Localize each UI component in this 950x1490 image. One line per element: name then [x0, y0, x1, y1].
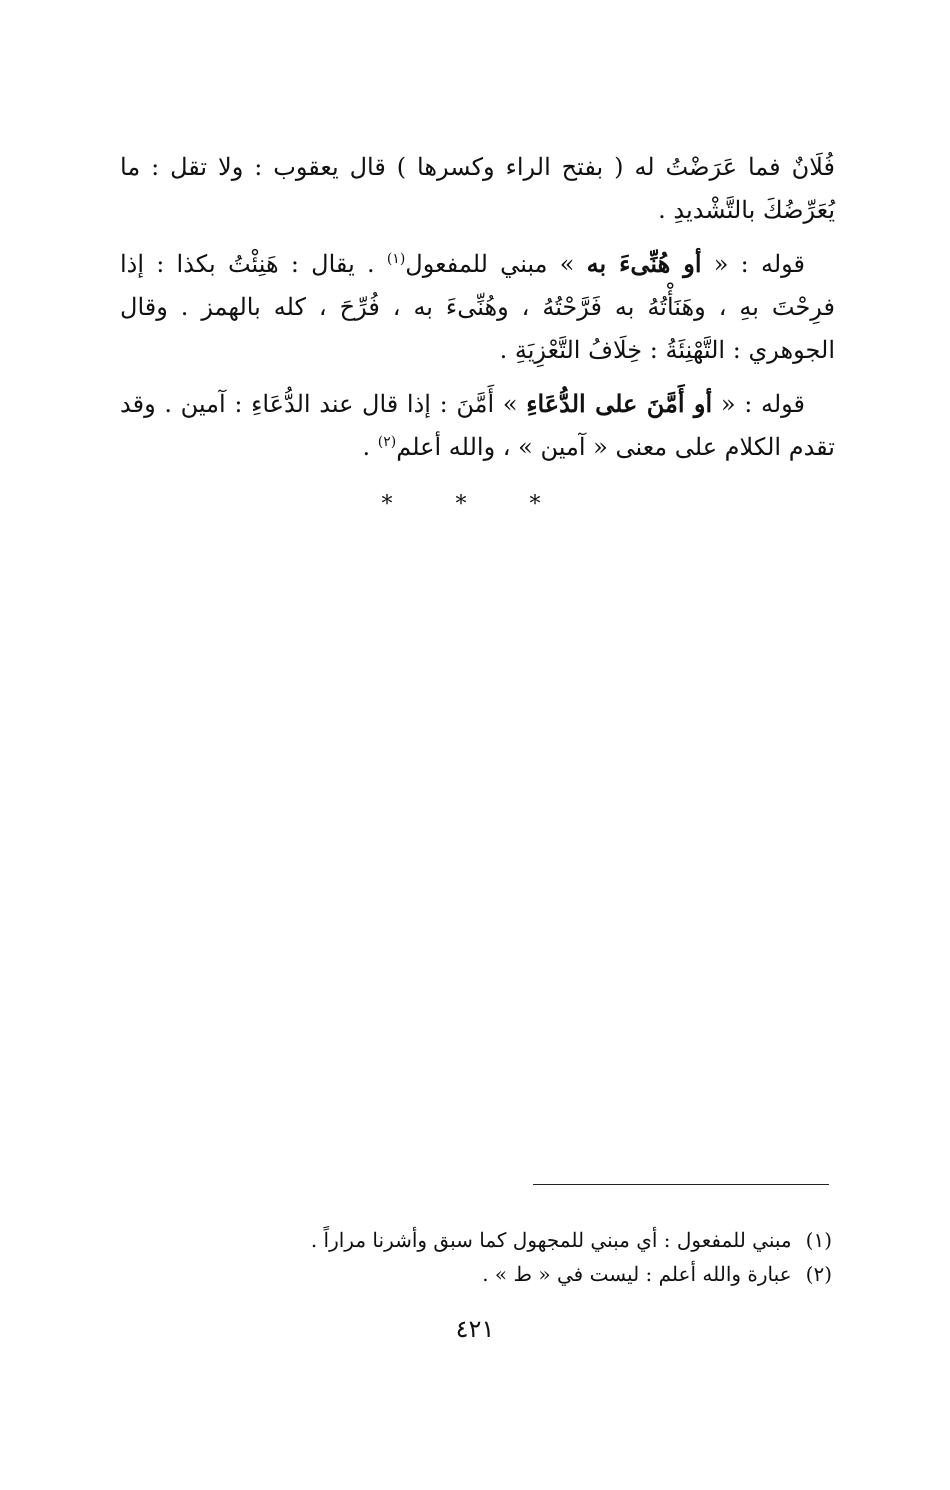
paragraph-3-lead: قوله : «	[712, 390, 805, 418]
footnote-ref-1[interactable]: (١)	[386, 251, 406, 267]
paragraph-1-text: فُلَانٌ فما عَرَضْتُ له ( بفتح الراء وكسرها ) قال يعقوب : ولا تقل : ما يُعَرِّضُكَ بالتَّشْديدِ .	[120, 153, 835, 224]
paragraph-2-lead: قوله : «	[701, 250, 806, 278]
page-number: ٤٢١	[455, 1315, 495, 1343]
paragraph-3-rest: » أَمَّنَ : إذا قال عند الدُّعَاءِ : آمين . وقد تقدم الكلام على معنى « آمين » ، والله أعلم	[120, 390, 835, 461]
paragraph-2-rest: . يقال : هَنِئْتُ بكذا : إذا فرِحْتَ بهِ ، وهَنَأْتُهُ به فَرَّحْتُهُ ، وهُنِّىءَ به ، فُرِّحَ ، كله بالهمز . وقال الجوهري : التَّهْنِئَةُ : خِلَافُ التَّعْزِيَةِ .	[120, 250, 835, 364]
paragraph-2	[120, 242, 835, 372]
footnote-text: مبني للمفعول : أي مبني للمجهول كما سبق وأشرنا مراراً .	[310, 1228, 792, 1252]
footnote-text: عبارة والله أعلم : ليست في « ط » .	[482, 1262, 792, 1286]
main-text	[120, 146, 835, 479]
paragraph-1	[120, 146, 835, 232]
footnote-number: (٢)	[805, 1262, 832, 1286]
footnote-item	[200, 1223, 832, 1257]
footnote-divider	[533, 1184, 829, 1185]
paragraph-3	[120, 382, 835, 469]
footnote-number: (١)	[805, 1228, 832, 1252]
paragraph-3-term: أو أَمَّنَ على الدُّعَاءِ	[526, 389, 713, 418]
footnote-ref-2[interactable]: (٢)	[377, 434, 397, 450]
footnote-item	[200, 1257, 832, 1291]
paragraph-2-term: أو هُنِّىءَ به	[586, 249, 702, 278]
paragraph-2-mid: » مبني للمفعول	[405, 250, 587, 278]
footnotes	[200, 1223, 832, 1291]
paragraph-3-end: .	[362, 433, 378, 461]
section-separator: * * *	[381, 492, 569, 517]
